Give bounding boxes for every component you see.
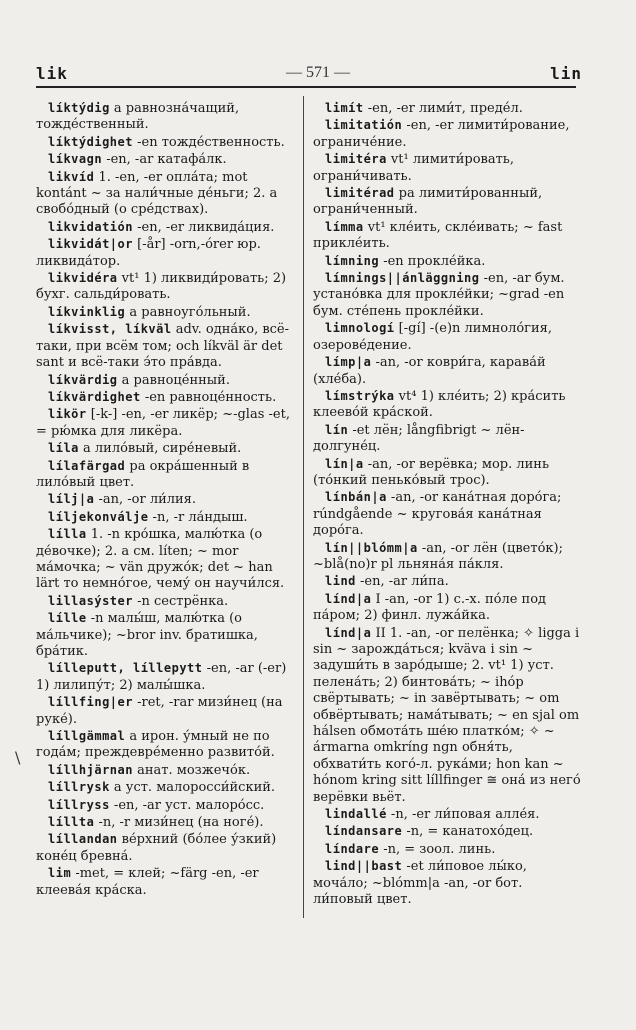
dictionary-entry <box>36 865 298 899</box>
entry-definition: -en, -er ликвида́ция. <box>132 219 275 235</box>
entry-definition: -n малы́ш, малю́тка (о ма́льчике); ~bror inv. братишка, бра́тик. <box>36 611 258 659</box>
dictionary-entry <box>36 593 298 610</box>
entry-definition: -en, -ar (-er) 1) лилипу́т; 2) малы́шка. <box>36 661 287 693</box>
entry-headword: líllfing|er <box>48 695 133 710</box>
entry-definition: a уст. малоросси́йский. <box>109 780 276 796</box>
entry-definition: анат. мозжечо́к. <box>132 762 251 778</box>
dictionary-entry <box>36 372 298 389</box>
dictionary-entry <box>313 422 583 456</box>
entry-definition: -et лён; långfibrigt ~ лён-долгуне́ц. <box>313 422 525 455</box>
entry-headword: líkvärdig <box>48 372 118 387</box>
dictionary-entry <box>36 509 298 526</box>
entry-definition: pa окра́шенный в лило́вый цвет. <box>36 458 250 490</box>
entry-definition: -an, -or кана́тная доро́га; rúndgående ~ кругова́я кана́тная доро́га. <box>313 490 562 539</box>
entry-definition: vt¹ 1) ликвиди́ровать; 2) бухг. сальди́ровать. <box>36 271 287 303</box>
entry-definition: vt⁴ 1) кле́ить; 2) кра́сить клеево́й кра́ской. <box>313 388 566 421</box>
entry-headword: lílafärgad <box>48 458 126 473</box>
entry-definition: 1. -en, -er опла́та; mot kontánt ~ за нали́чные де́ньги; 2. a свобо́дный (о сре́дствах). <box>36 169 278 218</box>
left-column <box>36 100 298 899</box>
dictionary-entry <box>313 117 583 151</box>
entry-headword: likvidatión <box>48 219 133 234</box>
entry-headword: límnings||ánläggning <box>325 271 480 286</box>
entry-headword: limitérad <box>325 186 395 201</box>
dictionary-entry <box>36 270 298 304</box>
entry-definition: a лило́вый, сире́невый. <box>78 441 242 457</box>
dictionary-entry <box>313 540 583 574</box>
entry-headword: limitatión <box>325 118 403 133</box>
entry-headword: límp|a <box>325 355 372 370</box>
entry-headword: líkvagn <box>48 152 103 167</box>
dictionary-entry <box>313 858 583 908</box>
entry-headword: lílleputt, líllepytt <box>48 661 203 676</box>
entry-definition: [-k-] -en, -er ликёр; ~-glas -et, = рю́мка для ликёра. <box>36 407 290 439</box>
dictionary-entry <box>36 151 298 168</box>
entry-headword: lílle <box>48 611 87 626</box>
entry-headword: líllhjärnan <box>48 762 133 777</box>
entry-definition: a ирон. у́мный не по года́м; преждевре́менно развито́й. <box>36 729 275 761</box>
entry-definition: -met, = клей; ~färg -en, -er клеева́я кра́ска. <box>36 866 259 898</box>
dictionary-entry <box>36 797 298 814</box>
entry-headword: limitéra <box>325 152 387 167</box>
dictionary-entry <box>36 779 298 796</box>
entry-headword: lindallé <box>325 807 387 822</box>
entry-headword: líktýdighet <box>48 134 133 149</box>
entry-definition: adv. одна́ко, всё-таки, при всём том; och líkväl är det sant и всё-таки э́то пра́вда. <box>36 322 290 371</box>
margin-mark: \ <box>15 748 21 767</box>
entry-definition: 1. -n кро́шка, малю́тка (о де́вочке); 2. a см. líten; ~ mor ма́мочка; ~ vän дружо́к; det ~ han lärt то немно́гое, чему́ он научи́лся. <box>36 527 285 592</box>
entry-definition: a равнозна́чащий, тожде́ственный. <box>36 101 240 133</box>
entry-definition: -et ли́повое лы́ко, моча́ло; ~blómm|a -an, -or бот. ли́повый цвет. <box>313 859 527 908</box>
dictionary-entry <box>36 762 298 779</box>
dictionary-entry <box>36 660 298 694</box>
entry-headword: líkvärdighet <box>48 389 141 404</box>
entry-definition: -n сестрёнка. <box>132 593 229 609</box>
entry-definition: -an, -or лён (цвето́к); ~blå(no)r pl льняна́я па́кля. <box>313 540 563 572</box>
entry-definition: vt¹ лимити́ровать, ограни́чивать. <box>313 152 515 184</box>
dictionary-entry <box>313 456 583 490</box>
entry-headword: líla <box>48 441 79 456</box>
entry-headword: lim <box>48 866 72 881</box>
entry-definition: -an, -or коври́га, карава́й (хле́ба). <box>313 355 546 387</box>
dictionary-entry <box>313 489 583 539</box>
dictionary-entry <box>313 388 583 422</box>
dictionary-entry <box>313 253 583 270</box>
entry-headword: líllgämmal <box>48 729 126 744</box>
entry-definition: -n, = канатохо́дец. <box>402 824 534 840</box>
entry-definition: -en, -ar ли́па. <box>355 574 449 590</box>
entry-headword: limít <box>325 101 364 115</box>
entry-definition: II 1. -an, -or пелёнка; ✧ ligga i sin ~ зарожда́ться; kväva i sin ~ задуши́ть в заро́дыше; 2. vt¹ 1) уст. пелена́ть; 2) бинтова́ть; ~ ihóp свёртывать; ~ in завёртывать; ~ om обвёртывать; нама́тывать; ~ en sjal om hálsen обмота́ть ше́ю платко́м; ✧ ~ ármarna omkríng ngn обня́ть, обхвати́ть кого́-л. рука́ми; hon kan ~ hónom kring sitt líllfinger ≅ она́ из него́ верёвки вьёт. <box>313 625 581 805</box>
entry-definition: -n, -r мизи́нец (на ноге́). <box>94 815 264 831</box>
left-guide-word: lik <box>36 64 68 83</box>
entry-definition: -ret, -rar мизи́нец (на руке́). <box>36 695 283 727</box>
entry-definition: -en, -er лими́т, преде́л. <box>363 101 523 116</box>
entry-headword: líndansare <box>325 824 403 839</box>
entry-definition: -en, -ar катафа́лк. <box>102 152 227 168</box>
dictionary-entry <box>313 823 583 840</box>
dictionary-entry <box>36 728 298 762</box>
entry-headword: líljekonválje <box>48 509 149 524</box>
dictionary-entry <box>313 841 583 858</box>
entry-definition: -en, -ar уст. малоро́сс. <box>109 797 265 813</box>
dictionary-entry <box>313 354 583 388</box>
dictionary-entry <box>36 491 298 508</box>
column-divider <box>303 96 304 918</box>
entry-definition: -n, -er ли́повая алле́я. <box>386 807 540 823</box>
entry-definition: -en равноце́нность. <box>140 389 277 405</box>
entry-headword: likör <box>48 407 87 422</box>
dictionary-entry <box>36 458 298 492</box>
entry-headword: likvidéra <box>48 271 118 286</box>
entry-headword: líllrysk <box>48 780 110 795</box>
entry-headword: límma <box>325 219 364 234</box>
entry-headword: línd|a <box>325 591 372 606</box>
dictionary-entry <box>36 406 298 440</box>
dictionary-entry <box>313 100 583 117</box>
dictionary-entry <box>36 610 298 660</box>
entry-definition: -n, -r ла́ндыш. <box>148 509 248 525</box>
entry-headword: líkvisst, líkväl <box>48 322 172 337</box>
entry-headword: líkvinklig <box>48 304 126 319</box>
entry-headword: lílj|a <box>48 492 95 507</box>
dictionary-entry <box>36 219 298 236</box>
dictionary-entry <box>313 320 583 354</box>
right-guide-word: lin <box>550 64 582 83</box>
dictionary-entry <box>36 694 298 728</box>
entry-definition: [-år] -orn,-órer юр. ликвида́тор. <box>36 237 261 269</box>
dictionary-entry <box>36 100 298 134</box>
dictionary-entry <box>36 814 298 831</box>
entry-definition: I -an, -or 1) с.-х. по́ле под па́ром; 2) финл. лужа́йка. <box>313 591 547 624</box>
dictionary-entry <box>36 389 298 406</box>
entry-headword: líktýdig <box>48 101 110 115</box>
entry-headword: lillasýster <box>48 593 133 608</box>
entry-headword: lín|a <box>325 456 364 471</box>
dictionary-entry <box>313 219 583 253</box>
entry-definition: -en, -ar бум. устано́вка для прокле́йки; ~grad -en бум. сте́пень прокле́йки. <box>313 271 565 319</box>
entry-definition: -an, -or верёвка; мор. линь (то́нкий пенько́вый трос). <box>313 456 550 488</box>
entry-definition: [-gí] -(e)n лимноло́гия, озерове́дение. <box>313 321 552 353</box>
entry-headword: líllandan <box>48 832 118 847</box>
entry-headword: límstrýka <box>325 388 395 403</box>
dictionary-entry <box>313 270 583 320</box>
entry-definition: pa лимити́рованный, ограни́ченный. <box>313 186 543 218</box>
dictionary-entry <box>313 806 583 823</box>
right-column <box>313 100 583 909</box>
entry-headword: lín <box>325 422 349 437</box>
entry-headword: lín||blómm|a <box>325 540 418 555</box>
dictionary-entry <box>313 151 583 185</box>
entry-definition: -n, = зоол. линь. <box>379 841 496 857</box>
entry-definition: -en, -er лимити́рование, ограниче́ние. <box>313 118 570 150</box>
entry-definition: -en тожде́ственность. <box>132 134 285 150</box>
entry-headword: líndare <box>325 841 380 856</box>
entry-headword: lind <box>325 574 356 589</box>
entry-headword: límning <box>325 253 380 268</box>
dictionary-entry <box>36 169 298 219</box>
entry-definition: vt¹ кле́ить, скле́ивать; ~ fast прикле́ить. <box>313 219 563 252</box>
entry-definition: ве́рхний (бо́лее у́зкий) коне́ц бревна́. <box>36 832 277 864</box>
header-rule <box>36 86 576 88</box>
dictionary-entry <box>313 185 583 219</box>
entry-definition: -an, -or ли́лия. <box>94 492 197 508</box>
dictionary-entry <box>36 134 298 151</box>
entry-definition: -en прокле́йка. <box>379 253 486 269</box>
entry-headword: líllryss <box>48 797 110 812</box>
dictionary-entry <box>313 573 583 590</box>
entry-headword: lílla <box>48 527 87 542</box>
entry-headword: likvíd <box>48 169 95 184</box>
dictionary-entry <box>313 591 583 625</box>
dictionary-entry <box>36 831 298 865</box>
dictionary-entry <box>36 526 298 593</box>
dictionary-entry <box>36 236 298 270</box>
dictionary-entry <box>36 440 298 457</box>
entry-headword: línd|a <box>325 625 372 640</box>
dictionary-entry <box>36 304 298 321</box>
entry-definition: a равноуго́льный. <box>125 304 251 320</box>
entry-headword: líllta <box>48 815 95 830</box>
entry-headword: limnologí <box>325 321 395 336</box>
dictionary-entry <box>36 321 298 371</box>
entry-headword: likvidát|or <box>48 237 133 252</box>
entry-headword: lind||bast <box>325 859 403 874</box>
dictionary-entry <box>313 625 583 806</box>
entry-headword: línbán|a <box>325 490 387 505</box>
entry-definition: a равноце́нный. <box>117 372 230 388</box>
page-number: — 571 — <box>286 64 350 81</box>
